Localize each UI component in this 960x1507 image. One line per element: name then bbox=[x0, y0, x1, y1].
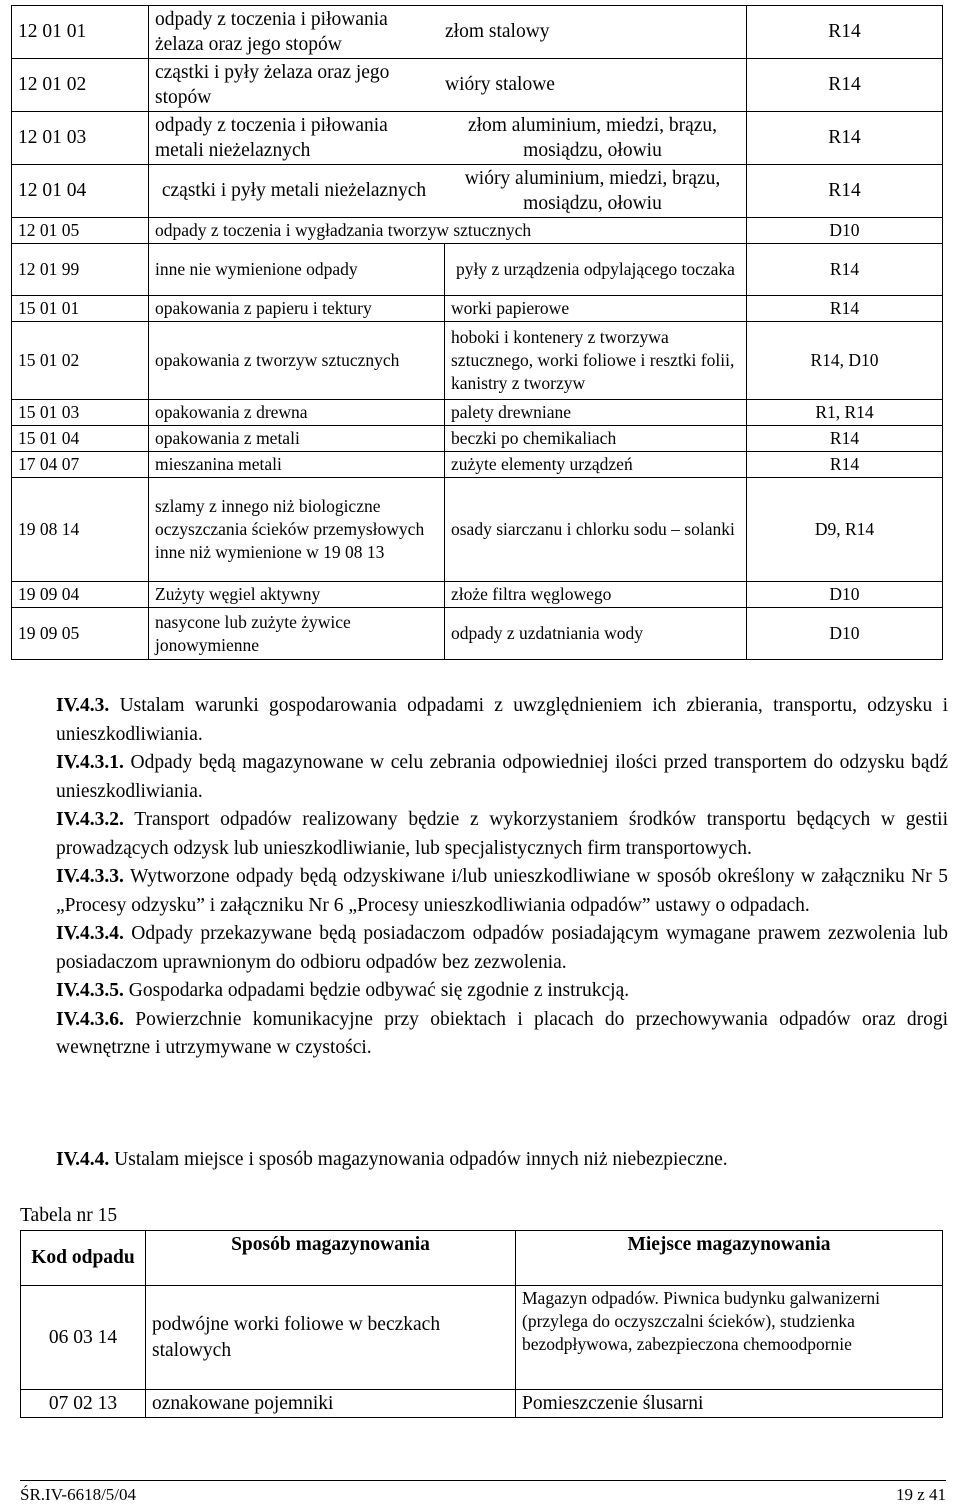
waste-type: cząstki i pyły żelaza oraz jego stopów bbox=[155, 61, 390, 108]
paragraph bbox=[56, 920, 948, 977]
table-row bbox=[21, 1390, 943, 1418]
paragraph-text: Odpady przekazywane będą posiadaczom odpadów posiadającym wymagane prawem zezwolenia lub posiadaczom uprawnionym do odbioru odpadów bez zezwolenia. bbox=[56, 923, 948, 973]
process-code: R14, D10 bbox=[747, 322, 943, 400]
waste-description: złom aluminium, miedzi, brązu, mosiądzu, ołowiu bbox=[467, 114, 718, 161]
table-row bbox=[12, 452, 943, 478]
paragraph-text: Gospodarka odpadami będzie odbywać się zgodnie z instrukcją. bbox=[123, 980, 630, 1001]
waste-type: odpady z toczenia i piłowania metali nieżelaznych bbox=[155, 114, 388, 161]
section-iv-4-3 bbox=[56, 692, 948, 1063]
process-code: D10 bbox=[747, 218, 943, 244]
table-row bbox=[12, 165, 943, 218]
waste-code: 12 01 05 bbox=[12, 218, 149, 244]
waste-code: 15 01 01 bbox=[12, 296, 149, 322]
waste-type: szlamy z innego niż biologiczne oczyszczania ścieków przemysłowych inne niż wymienione w 19 08 13 bbox=[149, 478, 445, 582]
waste-description: osady siarczanu i chlorku sodu – solanki bbox=[445, 478, 747, 582]
waste-type: nasycone lub zużyte żywice jonowymienne bbox=[149, 608, 445, 660]
waste-code: 19 09 04 bbox=[12, 582, 149, 608]
paragraph bbox=[56, 806, 948, 863]
waste-code: 06 03 14 bbox=[21, 1286, 146, 1390]
process-code: R14 bbox=[747, 296, 943, 322]
waste-description: wióry stalowe bbox=[445, 74, 555, 96]
table-header-row bbox=[21, 1231, 943, 1286]
waste-type: opakowania z tworzyw sztucznych bbox=[149, 322, 445, 400]
table-row bbox=[12, 608, 943, 660]
waste-code: 07 02 13 bbox=[21, 1390, 146, 1418]
paragraph-text: Ustalam miejsce i sposób magazynowania odpadów innych niż niebezpieczne. bbox=[109, 1149, 728, 1170]
paragraph bbox=[56, 977, 948, 1006]
waste-code: 12 01 99 bbox=[12, 244, 149, 296]
waste-type: odpady z toczenia i wygładzania tworzyw sztucznych bbox=[149, 218, 747, 244]
storage-place: Pomieszczenie ślusarni bbox=[516, 1390, 943, 1418]
section-iv-4-4 bbox=[56, 1146, 948, 1174]
process-code: D10 bbox=[747, 582, 943, 608]
waste-type: opakowania z papieru i tektury bbox=[149, 296, 445, 322]
waste-code: 19 09 05 bbox=[12, 608, 149, 660]
table-row bbox=[12, 582, 943, 608]
paragraph bbox=[56, 749, 948, 806]
waste-description: odpady z uzdatniania wody bbox=[445, 608, 747, 660]
process-code: D10 bbox=[747, 608, 943, 660]
process-code: R1, R14 bbox=[747, 400, 943, 426]
paragraph-number: IV.4.3.2. bbox=[56, 809, 124, 830]
waste-type: mieszanina metali bbox=[149, 452, 445, 478]
paragraph bbox=[56, 1006, 948, 1063]
document-reference: ŚR.IV-6618/5/04 bbox=[20, 1485, 137, 1504]
paragraph-number: IV.4.3. bbox=[56, 695, 110, 716]
paragraph-number: IV.4.3.4. bbox=[56, 923, 124, 944]
waste-code: 19 08 14 bbox=[12, 478, 149, 582]
table-row bbox=[12, 59, 943, 112]
storage-method: podwójne worki foliowe w beczkach stalowych bbox=[146, 1286, 516, 1390]
column-header-method: Sposób magazynowania bbox=[146, 1231, 516, 1286]
waste-code: 12 01 01 bbox=[12, 6, 149, 59]
waste-type: odpady z toczenia i piłowania żelaza oraz jego stopów bbox=[155, 8, 388, 55]
paragraph bbox=[56, 692, 948, 749]
waste-description: beczki po chemikaliach bbox=[445, 426, 747, 452]
paragraph-number: IV.4.4. bbox=[56, 1149, 110, 1170]
storage-place: Magazyn odpadów. Piwnica budynku galwanizerni (przylega do oczyszczalni ścieków), studzienka bezodpływowa, zabezpieczona chemoodpornie bbox=[516, 1286, 943, 1390]
page-number: 19 z 41 bbox=[895, 1485, 946, 1504]
table-row bbox=[12, 244, 943, 296]
waste-recovery-table bbox=[11, 5, 943, 660]
storage-method: oznakowane pojemniki bbox=[146, 1390, 516, 1418]
waste-code: 12 01 03 bbox=[12, 112, 149, 165]
table-row bbox=[12, 322, 943, 400]
waste-description: pyły z urządzenia odpylającego toczaka bbox=[445, 244, 747, 296]
table-row bbox=[12, 478, 943, 582]
table-row bbox=[12, 296, 943, 322]
waste-description: worki papierowe bbox=[445, 296, 747, 322]
paragraph-number: IV.4.3.1. bbox=[56, 752, 124, 773]
waste-code: 15 01 03 bbox=[12, 400, 149, 426]
waste-description: hoboki i kontenery z tworzywa sztucznego, worki foliowe i resztki folii, kanistry z tworzyw bbox=[445, 322, 747, 400]
process-code: R14 bbox=[747, 244, 943, 296]
paragraph-number: IV.4.3.6. bbox=[56, 1008, 124, 1030]
paragraph-number: IV.4.3.5. bbox=[56, 980, 124, 1001]
footer-divider bbox=[20, 1480, 946, 1481]
paragraph-text: Wytworzone odpady będą odzyskiwane i/lub unieszkodliwiane w sposób określony w załączniku Nr 5 „Procesy odzysku” i załączniku Nr 6 „Procesy unieszkodliwiania odpadów” ustawy o odpadach. bbox=[56, 866, 948, 916]
process-code: R14 bbox=[747, 59, 943, 112]
process-code: R14 bbox=[747, 6, 943, 59]
paragraph-text: Odpady będą magazynowane w celu zebrania odpowiedniej ilości przed transportem do odzysku bądź unieszkodliwiania. bbox=[56, 752, 948, 802]
waste-description: złom stalowy bbox=[445, 21, 550, 43]
paragraph-text: Powierzchnie komunikacyjne przy obiektach i placach do przechowywania odpadów oraz drogi wewnętrzne i utrzymywane w czystości. bbox=[56, 1008, 948, 1058]
waste-code: 12 01 04 bbox=[12, 165, 149, 218]
waste-code: 15 01 02 bbox=[12, 322, 149, 400]
storage-table bbox=[20, 1230, 943, 1418]
table-caption: Tabela nr 15 bbox=[20, 1205, 118, 1226]
table-row bbox=[12, 6, 943, 59]
process-code: R14 bbox=[747, 165, 943, 218]
waste-description: zużyte elementy urządzeń bbox=[445, 452, 747, 478]
waste-description: wióry aluminium, miedzi, brązu, mosiądzu, ołowiu bbox=[464, 167, 721, 214]
waste-code: 12 01 02 bbox=[12, 59, 149, 112]
waste-type: cząstki i pyły metali nieżelaznych bbox=[161, 180, 427, 202]
column-header-code: Kod odpadu bbox=[21, 1231, 146, 1286]
paragraph-number: IV.4.3.3. bbox=[56, 866, 124, 887]
process-code: D9, R14 bbox=[747, 478, 943, 582]
paragraph-text: Transport odpadów realizowany będzie z wykorzystaniem środków transportu będących w gestii prowadzących odzysk lub unieszkodliwianie, lub specjalistycznych firm transportowych. bbox=[56, 809, 948, 859]
waste-type: Zużyty węgiel aktywny bbox=[149, 582, 445, 608]
paragraph bbox=[56, 863, 948, 920]
process-code: R14 bbox=[747, 426, 943, 452]
table-row bbox=[12, 218, 943, 244]
waste-type: inne nie wymienione odpady bbox=[149, 244, 445, 296]
waste-description: palety drewniane bbox=[445, 400, 747, 426]
process-code: R14 bbox=[747, 452, 943, 478]
column-header-place: Miejsce magazynowania bbox=[516, 1231, 943, 1286]
waste-type: opakowania z metali bbox=[149, 426, 445, 452]
table-row bbox=[12, 426, 943, 452]
paragraph-text: Ustalam warunki gospodarowania odpadami z uwzględnieniem ich zbierania, transportu, odzysku i unieszkodliwiania. bbox=[56, 695, 948, 745]
table-row bbox=[21, 1286, 943, 1390]
waste-code: 17 04 07 bbox=[12, 452, 149, 478]
table-row bbox=[12, 400, 943, 426]
waste-description: złoże filtra węglowego bbox=[445, 582, 747, 608]
waste-type: opakowania z drewna bbox=[149, 400, 445, 426]
waste-code: 15 01 04 bbox=[12, 426, 149, 452]
process-code: R14 bbox=[747, 112, 943, 165]
table-row bbox=[12, 112, 943, 165]
